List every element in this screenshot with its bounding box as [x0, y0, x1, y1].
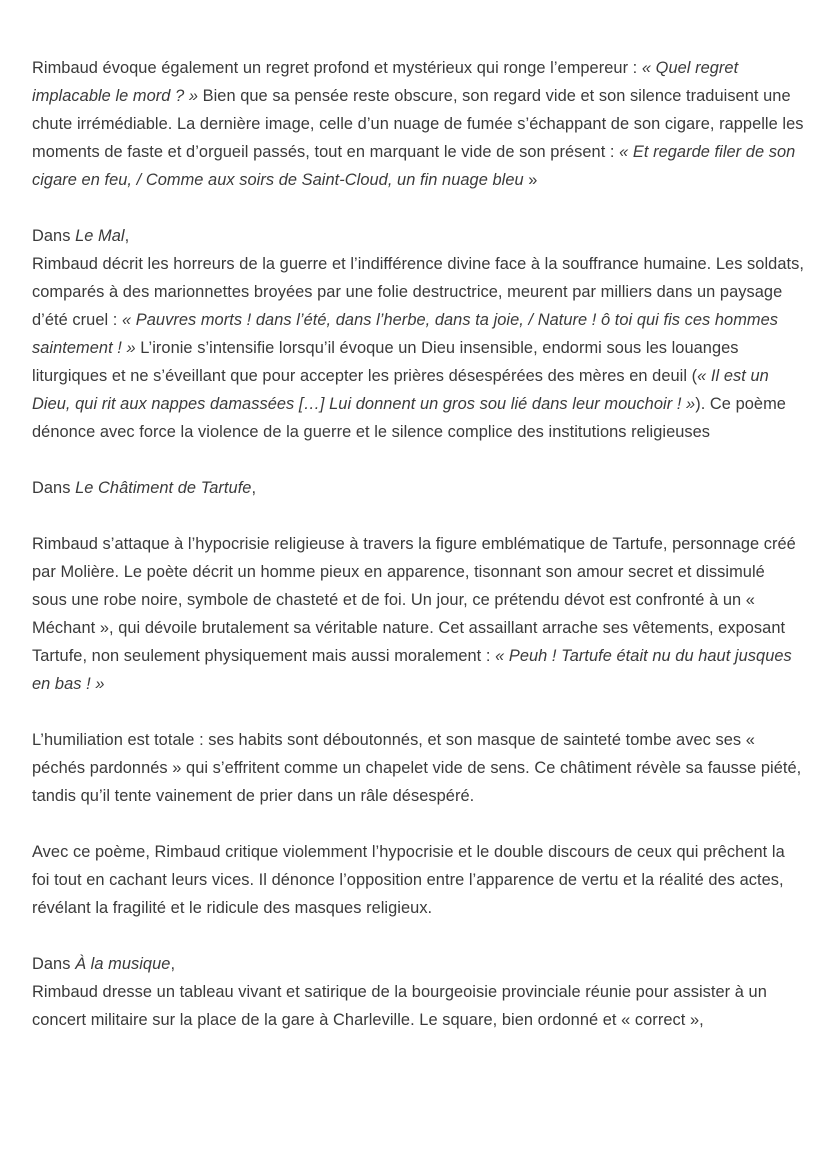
section-heading-musique [32, 950, 804, 978]
text-span: Rimbaud évoque également un regret profond et mystérieux qui ronge l’empereur : [32, 59, 642, 77]
text-span: Dans [32, 955, 76, 973]
paragraph-le-mal [32, 222, 804, 446]
section-heading-le-mal [32, 222, 804, 250]
text-span: L’ironie s’intensifie lorsqu’il évoque un Dieu insensible, endormi sous les louanges liturgiques et ne s’éveillant que pour accepter les prières désespérées des mères en deuil ( [32, 339, 739, 385]
text-span: , [170, 955, 176, 973]
quote-span: « Et regarde filer de son cigare en feu, / Comme aux soirs de Saint-Cloud, un fin nuage bleu [32, 143, 796, 189]
text-span: Dans [32, 479, 76, 497]
paragraph-regret [32, 54, 804, 194]
quote-span: « Il est un Dieu, qui rit aux nappes damassées […] Lui donnent un gros sou lié dans leur mouchoir ! » [32, 367, 769, 413]
text-span: ). Ce poème dénonce avec force la violence de la guerre et le silence complice des institutions religieuses [32, 395, 786, 441]
document-body [32, 54, 804, 1062]
text-span: » [523, 171, 538, 189]
text-span: Rimbaud s’attaque à l’hypocrisie religieuse à travers la figure emblématique de Tartufe, personnage créé par Molière. Le poète décrit un homme pieux en apparence, tisonnant son amour secret et dissimulé sous une robe noire, symbole de chasteté et de foi. Un jour, ce prétendu dévot est confronté à un « Méchant », qui dévoile brutalement sa véritable nature. Cet assaillant arrache ses vêtements, exposant Tartufe, non seulement physiquement mais aussi moralement : [32, 535, 796, 665]
text-span: , [124, 227, 130, 245]
text-span: Rimbaud décrit les horreurs de la guerre et l’indifférence divine face à la souffrance humaine. Les soldats, comparés à des marionnettes broyées par une folie destructrice, meurent par milliers dans un paysage d’été cruel : [32, 255, 804, 329]
quote-span: « Peuh ! Tartufe était nu du haut jusques en bas ! » [32, 647, 792, 693]
poem-title: Le Mal [75, 227, 125, 245]
section-heading-tartufe [32, 474, 804, 502]
paragraph-musique [32, 950, 804, 1034]
poem-title: À la musique [75, 955, 171, 973]
text-span: Rimbaud dresse un tableau vivant et satirique de la bourgeoisie provinciale réunie pour assister à un concert militaire sur la place de la gare à Charleville. Le square, bien ordonné et « correct », [32, 983, 767, 1029]
paragraph-tartufe-3: Avec ce poème, Rimbaud critique violemment l’hypocrisie et le double discours de ceux qui prêchent la foi tout en cachant leurs vices. Il dénonce l’opposition entre l’apparence de vertu et la réalité des actes, révélant la fragilité et le ridicule des masques religieux. [32, 843, 785, 917]
text-span: , [251, 479, 257, 497]
text-span: Bien que sa pensée reste obscure, son regard vide et son silence traduisent une chute irrémédiable. La dernière image, celle d’un nuage de fumée s’échappant de son cigare, rappelle les moments de faste et d’orgueil passés, tout en marquant le vide de son présent : [32, 87, 804, 161]
quote-span: « Quel regret implacable le mord ? » [32, 59, 739, 105]
quote-span: « Pauvres morts ! dans l’été, dans l’herbe, dans ta joie, / Nature ! ô toi qui fis ces hommes saintement ! » [32, 311, 779, 357]
text-span: Dans [32, 227, 76, 245]
paragraph-tartufe-2: L’humiliation est totale : ses habits sont déboutonnés, et son masque de sainteté tombe avec ses « péchés pardonnés » qui s’effritent comme un chapelet vide de sens. Ce châtiment révèle sa fausse piété, tandis qu’il tente vainement de prier dans un râle désespéré. [32, 731, 802, 805]
paragraph-tartufe-1 [32, 530, 804, 698]
poem-title: Le Châtiment de Tartufe [75, 479, 252, 497]
